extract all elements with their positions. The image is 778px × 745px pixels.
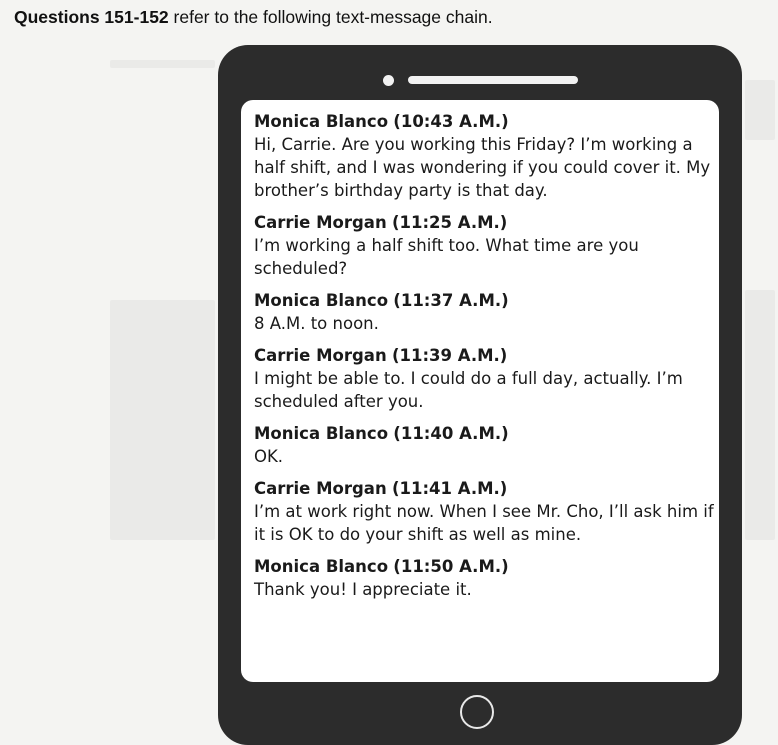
background-bleed-4 xyxy=(745,290,775,540)
phone-screen xyxy=(241,100,719,682)
message-sender: Carrie Morgan xyxy=(254,346,387,365)
message-item xyxy=(254,477,714,546)
message-sender: Carrie Morgan xyxy=(254,213,387,232)
message-item xyxy=(254,211,714,280)
question-instruction: refer to the following text-message chain. xyxy=(173,7,493,27)
message-sender: Monica Blanco xyxy=(254,291,389,310)
speaker-icon xyxy=(408,76,578,84)
message-item xyxy=(254,289,714,335)
message-time: (11:50 A.M.) xyxy=(393,557,509,576)
background-bleed-3 xyxy=(110,300,215,540)
message-item xyxy=(254,344,714,413)
message-time: (11:39 A.M.) xyxy=(391,346,508,365)
camera-icon xyxy=(383,75,394,86)
home-button-icon xyxy=(460,695,494,729)
message-item xyxy=(254,555,714,601)
message-sender: Monica Blanco xyxy=(254,424,389,443)
message-item xyxy=(254,422,714,468)
background-bleed-1 xyxy=(110,60,215,68)
message-item xyxy=(254,110,714,202)
message-sender: Monica Blanco xyxy=(254,557,389,576)
message-text: Hi, Carrie. Are you working this Friday? I’m working a half shift, and I was wondering if you could cover it. My brother’s birthday party is that day. xyxy=(254,135,711,200)
message-text: Thank you! I appreciate it. xyxy=(254,580,472,599)
message-time: (11:37 A.M.) xyxy=(393,291,509,310)
message-text: I’m working a half shift too. What time are you scheduled? xyxy=(254,236,639,278)
message-sender: Monica Blanco xyxy=(254,112,389,131)
background-bleed-2 xyxy=(745,80,775,140)
message-chain xyxy=(254,110,714,610)
message-text: I might be able to. I could do a full day, actually. I’m scheduled after you. xyxy=(254,369,683,411)
message-time: (11:41 A.M.) xyxy=(391,479,508,498)
question-header xyxy=(14,7,493,28)
message-time: (11:25 A.M.) xyxy=(391,213,508,232)
message-time: (10:43 A.M.) xyxy=(393,112,509,131)
question-number: Questions 151-152 xyxy=(14,7,169,27)
message-text: 8 A.M. to noon. xyxy=(254,314,379,333)
message-sender: Carrie Morgan xyxy=(254,479,387,498)
message-time: (11:40 A.M.) xyxy=(393,424,509,443)
message-text: I’m at work right now. When I see Mr. Cho, I’ll ask him if it is OK to do your shift as well as mine. xyxy=(254,502,714,544)
phone-illustration xyxy=(218,45,742,745)
message-text: OK. xyxy=(254,447,284,466)
